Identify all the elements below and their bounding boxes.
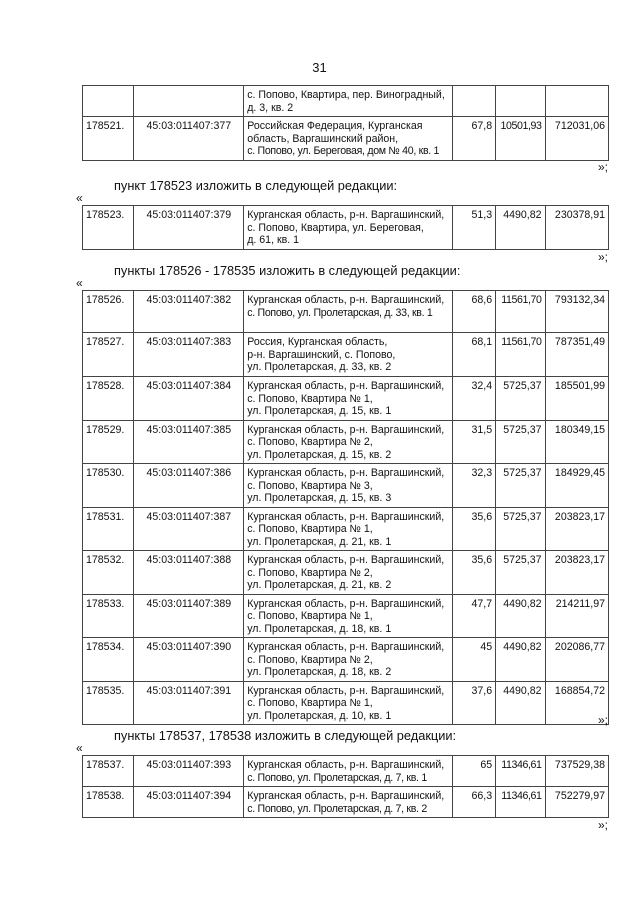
value-per-unit-cell: 4490,82 [496,681,545,725]
address-line: Курганская область, р-н. Варгашинский, [247,294,445,306]
address-cell [244,420,453,464]
value-per-unit-cell: 11561,70 [496,333,545,377]
area-cell: 32,4 [452,377,495,421]
address-line: Курганская область, р-н. Варгашинский, [247,790,445,802]
address-line: Россия, Курганская область, [247,336,388,348]
opening-quote: « [76,191,83,205]
address-line: с. Попово, ул. Пролетарская, д. 7, кв. 1 [247,771,427,784]
cadastral-number-cell: 45:03:011407:389 [134,594,244,638]
cadastral-number-cell: 45:03:011407:390 [134,638,244,682]
cadastral-number-cell: 45:03:011407:382 [134,291,244,333]
cadastral-number-cell: 45:03:011407:385 [134,420,244,464]
item-number-cell: 178523. [83,206,134,250]
item-number-cell: 178528. [83,377,134,421]
cadastral-value-cell [545,86,609,117]
registry-table [82,85,609,161]
table-row [83,420,609,464]
area-cell: 66,3 [452,787,495,818]
address-line: Курганская область, р-н. Варгашинский, [247,759,445,771]
area-cell: 35,6 [452,507,495,551]
value-per-unit-cell: 5725,37 [496,377,545,421]
value-per-unit-cell: 4490,82 [496,206,545,250]
address-line: ул. Пролетарская, д. 15, кв. 1 [247,405,392,417]
table-row [83,291,609,333]
table-row [83,377,609,421]
table-row [83,551,609,595]
closing-quote: »; [597,713,608,727]
address-line: д. 3, кв. 2 [247,101,294,114]
closing-quote: »; [597,818,608,832]
cadastral-value-cell: 202086,77 [545,638,609,682]
item-number-cell: 178530. [83,464,134,508]
cadastral-value-cell: 230378,91 [545,206,609,250]
cadastral-value-cell: 752279,97 [545,787,609,818]
address-cell [244,551,453,595]
address-cell [244,787,453,818]
address-line: Курганская область, р-н. Варгашинский, [247,597,445,610]
cadastral-number-cell: 45:03:011407:393 [134,756,244,787]
cadastral-value-cell: 203823,17 [545,551,609,595]
address-line: Курганская область, р-н. Варгашинский, [247,641,445,653]
table-row [83,117,609,161]
item-number-cell: 178538. [83,787,134,818]
table-row [83,787,609,818]
address-line: с. Попово, Квартира № 1, [247,392,373,405]
item-number-cell: 178527. [83,333,134,377]
address-line: с. Попово, Квартира, ул. Береговая, [247,221,424,234]
area-cell: 35,6 [452,551,495,595]
address-cell [244,756,453,787]
cadastral-value-cell: 180349,15 [545,420,609,464]
item-number-cell: 178537. [83,756,134,787]
address-line: ул. Пролетарская, д. 18, кв. 1 [247,622,392,635]
address-line: ул. Пролетарская, д. 21, кв. 2 [247,579,392,591]
address-cell [244,507,453,551]
page-number: 31 [312,60,327,75]
address-line: с. Попово, Квартира № 1, [247,697,373,709]
cadastral-number-cell: 45:03:011407:379 [134,206,244,250]
table-row [83,464,609,508]
item-number-cell: 178533. [83,594,134,638]
value-per-unit-cell: 11346,61 [496,787,545,818]
value-per-unit-cell: 5725,37 [496,551,545,595]
address-line: с. Попово, ул. Пролетарская, д. 33, кв. 1 [247,306,433,319]
address-cell [244,117,453,161]
address-cell [244,291,453,333]
item-number-cell: 178529. [83,420,134,464]
address-line: с. Попово, Квартира № 1, [247,523,373,535]
cadastral-number-cell: 45:03:011407:387 [134,507,244,551]
address-line: с. Попово, ул. Пролетарская, д. 7, кв. 2 [247,802,427,815]
cadastral-value-cell: 185501,99 [545,377,609,421]
address-line: ул. Пролетарская, д. 18, кв. 2 [247,666,392,678]
registry-table [82,290,609,725]
table-row [83,333,609,377]
area-cell: 67,8 [452,117,495,161]
address-line: Курганская область, р-н. Варгашинский, [247,423,445,436]
cadastral-number-cell: 45:03:011407:386 [134,464,244,508]
address-line: д. 61, кв. 1 [247,234,299,246]
address-line: Курганская область, р-н. Варгашинский, [247,380,445,392]
closing-quote: »; [597,160,608,174]
cadastral-number-cell: 45:03:011407:383 [134,333,244,377]
cadastral-value-cell: 168854,72 [545,681,609,725]
address-line: область, Варгашинский район, [247,132,399,145]
address-line: ул. Пролетарская, д. 33, кв. 2 [247,361,392,373]
item-number-cell: 178526. [83,291,134,333]
address-cell [244,377,453,421]
value-per-unit-cell [496,86,545,117]
address-line: ул. Пролетарская, д. 15, кв. 2 [247,448,392,461]
area-cell: 47,7 [452,594,495,638]
address-cell [244,681,453,725]
cadastral-value-cell: 184929,45 [545,464,609,508]
address-cell [244,638,453,682]
address-line: с. Попово, ул. Береговая, дом № 40, кв. 1 [247,145,440,157]
area-cell: 37,6 [452,681,495,725]
address-line: ул. Пролетарская, д. 21, кв. 1 [247,535,392,548]
cadastral-value-cell: 793132,34 [545,291,609,333]
address-line: Курганская область, р-н. Варгашинский, [247,467,445,479]
area-cell: 51,3 [452,206,495,250]
cadastral-value-cell: 712031,06 [545,117,609,161]
registry-table [82,755,609,818]
amendment-instruction: пункты 178526 - 178535 изложить в следующей редакции: [114,263,461,278]
address-line: Курганская область, р-н. Варгашинский, [247,554,445,566]
item-number-cell: 178532. [83,551,134,595]
address-line: с. Попово, Квартира № 3, [247,479,373,492]
address-line: Курганская область, р-н. Варгашинский, [247,684,445,697]
cadastral-number-cell: 45:03:011407:377 [134,117,244,161]
area-cell: 65 [452,756,495,787]
cadastral-value-cell: 737529,38 [545,756,609,787]
item-number-cell [83,86,134,117]
address-line: Российская Федерация, Курганская [247,120,423,132]
address-line: ул. Пролетарская, д. 10, кв. 1 [247,709,392,722]
closing-quote: »; [597,250,608,264]
table-row [83,756,609,787]
table-row [83,594,609,638]
address-line: р-н. Варгашинский, с. Попово, [247,348,396,361]
table-row [83,507,609,551]
table-row [83,206,609,250]
item-number-cell: 178534. [83,638,134,682]
value-per-unit-cell: 4490,82 [496,594,545,638]
address-line: с. Попово, Квартира, пер. Виноградный, [247,89,445,101]
registry-table [82,205,609,250]
opening-quote: « [76,276,83,290]
cadastral-number-cell: 45:03:011407:391 [134,681,244,725]
value-per-unit-cell: 5725,37 [496,464,545,508]
table-row [83,681,609,725]
value-per-unit-cell: 11561,70 [496,291,545,333]
address-line: с. Попово, Квартира № 2, [247,653,373,666]
item-number-cell: 178535. [83,681,134,725]
area-cell: 31,5 [452,420,495,464]
address-line: ул. Пролетарская, д. 15, кв. 3 [247,492,392,504]
value-per-unit-cell: 5725,37 [496,507,545,551]
address-cell [244,464,453,508]
cadastral-value-cell: 787351,49 [545,333,609,377]
value-per-unit-cell: 11346,61 [496,756,545,787]
address-cell [244,86,453,117]
address-line: с. Попово, Квартира № 1, [247,610,373,622]
area-cell: 32,3 [452,464,495,508]
area-cell [452,86,495,117]
cadastral-value-cell: 203823,17 [545,507,609,551]
address-line: Курганская область, р-н. Варгашинский, [247,510,445,523]
address-line: Курганская область, р-н. Варгашинский, [247,209,445,221]
cadastral-number-cell [134,86,244,117]
address-cell [244,206,453,250]
area-cell: 68,1 [452,333,495,377]
value-per-unit-cell: 4490,82 [496,638,545,682]
cadastral-number-cell: 45:03:011407:394 [134,787,244,818]
value-per-unit-cell: 10501,93 [496,117,545,161]
table-row [83,86,609,117]
amendment-instruction: пункты 178537, 178538 изложить в следующей редакции: [114,728,457,743]
cadastral-value-cell: 214211,97 [545,594,609,638]
opening-quote: « [76,741,83,755]
item-number-cell: 178521. [83,117,134,161]
table-row [83,638,609,682]
cadastral-number-cell: 45:03:011407:384 [134,377,244,421]
address-line: с. Попово, Квартира № 2, [247,436,373,448]
address-cell [244,333,453,377]
area-cell: 45 [452,638,495,682]
amendment-instruction: пункт 178523 изложить в следующей редакции: [114,178,398,193]
value-per-unit-cell: 5725,37 [496,420,545,464]
cadastral-number-cell: 45:03:011407:388 [134,551,244,595]
address-line: с. Попово, Квартира № 2, [247,566,373,579]
area-cell: 68,6 [452,291,495,333]
address-cell [244,594,453,638]
item-number-cell: 178531. [83,507,134,551]
